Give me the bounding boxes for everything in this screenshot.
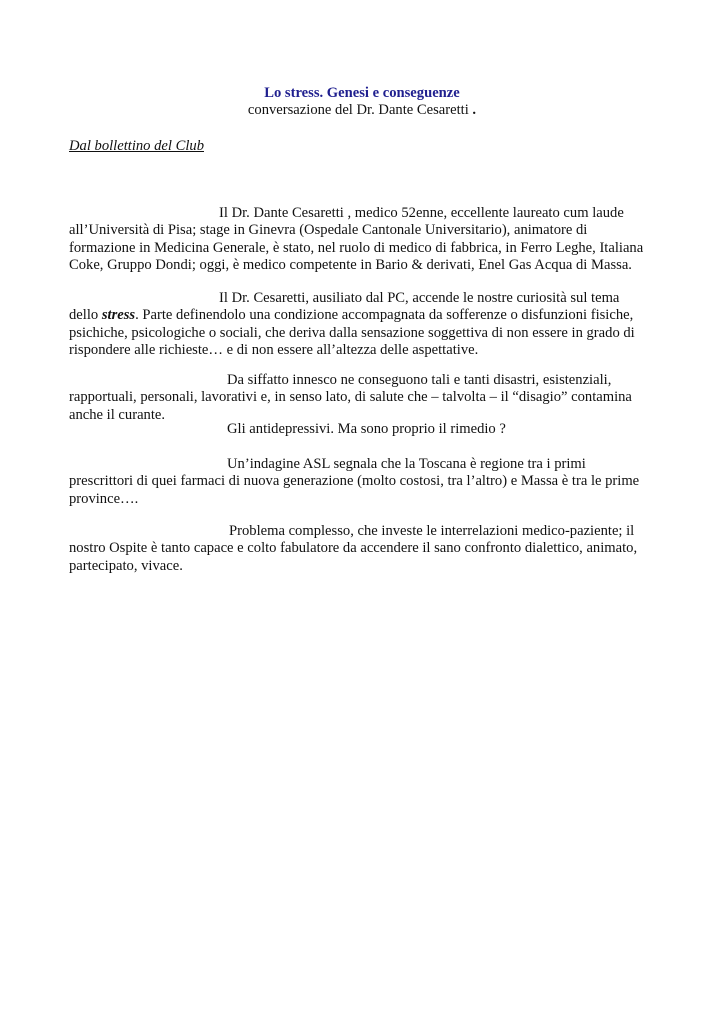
emphasized-word: stress (101, 307, 136, 324)
document-subtitle (0, 101, 724, 119)
document-title: Lo stress. Genesi e conseguenze (264, 85, 460, 101)
paragraph-line: Un’indagine ASL segnala che la Toscana è regione tra i primi (227, 456, 586, 472)
paragraph-line: Il Dr. Cesaretti, ausiliato dal PC, accende le nostre curiosità sul tema (219, 290, 620, 306)
paragraph-line: Coke, Gruppo Dondi; oggi, è medico competente in Bario & derivati, Enel Gas Acqua di Massa. (69, 257, 632, 274)
paragraph-asl-survey (69, 456, 649, 508)
paragraph-line: Gli antidepressivi. Ma sono proprio il rimedio ? (227, 421, 506, 437)
paragraph-consequences (69, 372, 649, 424)
paragraph-line: Il Dr. Dante Cesaretti , medico 52enne, eccellente laureato cum laude (219, 205, 624, 221)
paragraph-conclusion (69, 523, 649, 575)
paragraph-line: partecipato, vivace. (69, 557, 183, 574)
text-segment: dello (69, 307, 102, 324)
paragraph-line: psichiche, psicologiche o sociali, che deriva dalla sensazione soggettiva di non essere in grado di (69, 324, 635, 341)
paragraph-line: all’Università di Pisa; stage in Ginevra (Ospedale Cantonale Universitario), animatore di (69, 222, 588, 239)
paragraph-line: anche il curante. (69, 406, 166, 423)
paragraph-line: rispondere alle richieste… e di non essere all’altezza delle aspettative. (69, 342, 479, 359)
text-segment: . Parte definendolo una condizione accompagnata da sofferenze o disfunzioni fisiche, (135, 307, 634, 324)
paragraph-antidepressants (69, 421, 649, 438)
paragraph-stress-definition (69, 290, 649, 360)
paragraph-biography (69, 205, 649, 275)
paragraph-line: Da siffatto innesco ne conseguono tali e tanti disastri, esistenziali, (227, 372, 612, 388)
source-label: Dal bollettino del Club (69, 138, 204, 154)
subtitle-text: conversazione del Dr. Dante Cesaretti (247, 102, 469, 118)
paragraph-line (69, 307, 649, 324)
paragraph-line: Problema complesso, che investe le interrelazioni medico-paziente; il (229, 523, 635, 539)
paragraph-line: nostro Ospite è tanto capace e colto fabulatore da accendere il sano confronto dialettico, animato, (69, 540, 638, 557)
paragraph-line: formazione in Medicina Generale, è stato, nel ruolo di medico di fabbrica, in Ferro Leghe, Italiana (69, 239, 644, 256)
paragraph-line: province…. (69, 490, 139, 507)
subtitle-period: . (468, 102, 477, 118)
paragraph-line: rapportuali, personali, lavorativi e, in senso lato, di salute che – talvolta – il “disagio” contamina (69, 389, 632, 406)
paragraph-line: prescrittori di quei farmaci di nuova generazione (molto costosi, tra l’altro) e Massa è tra le prime (69, 473, 640, 490)
